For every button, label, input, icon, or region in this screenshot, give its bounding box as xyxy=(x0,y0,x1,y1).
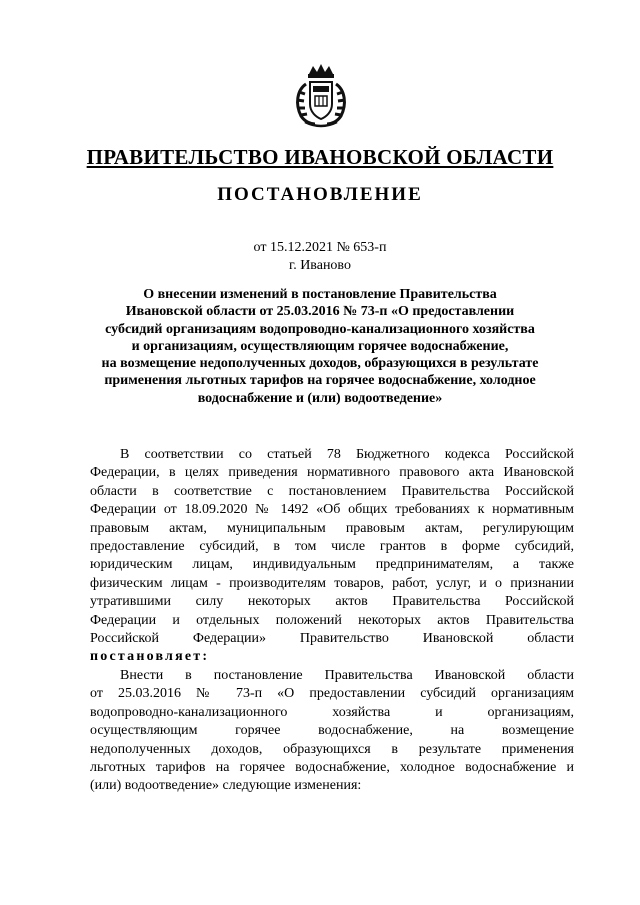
paragraph-line: (или) водоотведение» следующие изменения: xyxy=(90,778,362,794)
paragraph-line: области в соответствие с постановлением Правительства Российской xyxy=(90,483,574,499)
paragraph-line: Федерации и отдельных положений некоторых актов Правительства xyxy=(90,612,574,628)
subject-line: субсидий организациям водопроводно-канализационного хозяйства xyxy=(105,321,535,337)
document-body xyxy=(90,446,574,796)
coat-of-arms-emblem xyxy=(291,60,351,130)
paragraph-line: юридическим лицам, индивидуальным предпринимателям, а также xyxy=(90,557,574,573)
paragraph-line: утратившими силу некоторых актов Правительства Российской xyxy=(90,594,574,610)
paragraph-line: осуществляющим горячее водоснабжение, на возмещение xyxy=(90,723,574,739)
document-type-heading: ПОСТАНОВЛЕНИЕ xyxy=(217,184,423,205)
subject-line: О внесении изменений в постановление Правительства xyxy=(143,287,497,302)
government-title: ПРАВИТЕЛЬСТВО ИВАНОВСКОЙ ОБЛАСТИ xyxy=(86,145,554,169)
paragraph-line: Федерации, в целях приведения нормативного правового акта Ивановской xyxy=(90,465,574,481)
resolves-word: постановляет: xyxy=(90,649,210,665)
paragraph-line: физическим лицам - производителям товаров, работ, услуг, и о признании xyxy=(90,575,574,591)
paragraph-line: В соответствии со статьей 78 Бюджетного кодекса Российской xyxy=(120,447,574,462)
subject-line: водоснабжение и (или) водоотведение» xyxy=(197,390,443,406)
document-date-number: от 15.12.2021 № 653-п xyxy=(253,240,387,255)
subject-line: на возмещение недополученных доходов, образующихся в результате xyxy=(101,356,539,372)
subject-line: применения льготных тарифов на горячее водоснабжение, холодное xyxy=(104,373,536,389)
document-city: г. Иваново xyxy=(289,258,351,273)
paragraph-line: Внести в постановление Правительства Ивановской области xyxy=(120,667,574,683)
paragraph-line: водопроводно-канализационного хозяйства и организациям, xyxy=(90,704,574,720)
paragraph-line: льготных тарифов на горячее водоснабжение, холодное водоснабжение и xyxy=(90,759,574,775)
paragraph-line: правовым актам, муниципальным правовым актам, регулирующим xyxy=(90,520,574,536)
subject-line: Ивановской области от 25.03.2016 № 73-п «О предоставлении xyxy=(125,304,515,320)
document-subject xyxy=(86,286,554,407)
paragraph-line: недополученных доходов, образующихся в результате применения xyxy=(90,741,574,757)
subject-line: и организациям, осуществляющим горячее водоснабжение, xyxy=(131,338,509,354)
paragraph-line: Российской Федерации» Правительство Ивановской области xyxy=(90,631,574,647)
paragraph-line: Федерации от 18.09.2020 № 1492 «Об общих требованиях к нормативным xyxy=(90,502,574,518)
paragraph-line: предоставление субсидий, в том числе грантов в форме субсидий, xyxy=(90,539,574,555)
paragraph-line: от 25.03.2016 № 73-п «О предоставлении субсидий организациям xyxy=(90,686,574,702)
